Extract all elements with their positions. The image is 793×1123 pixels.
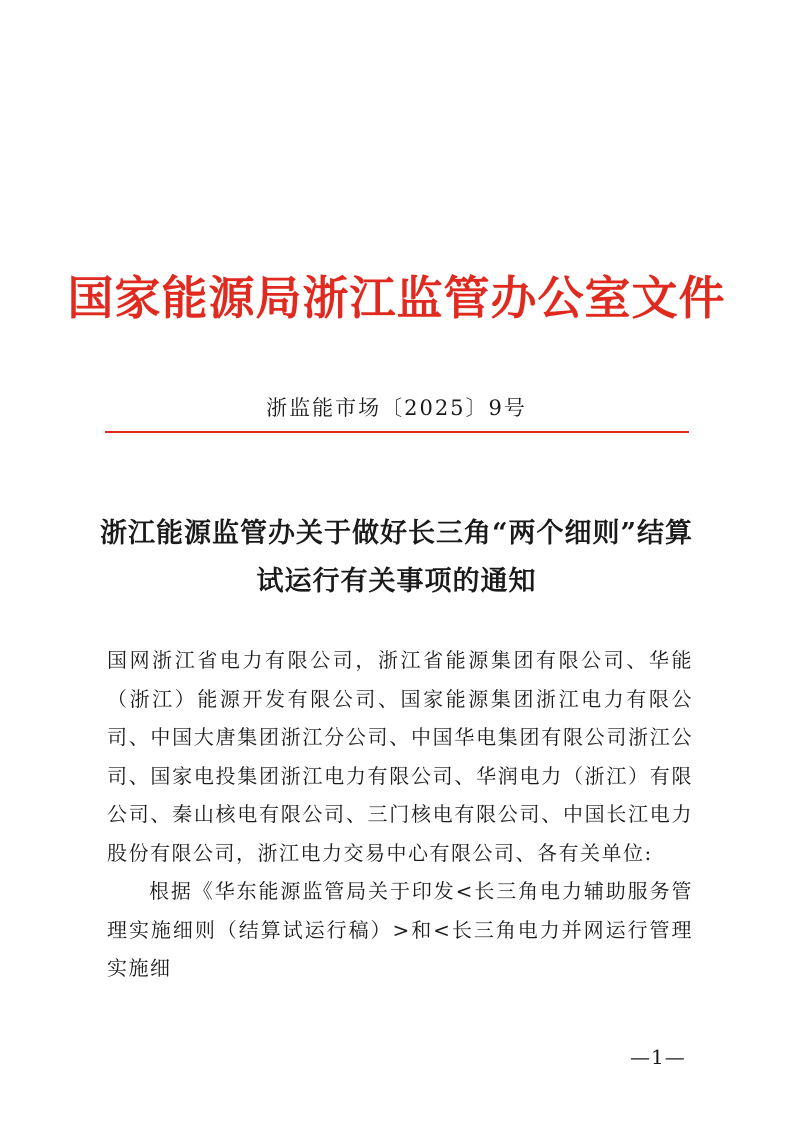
red-divider-line bbox=[105, 431, 689, 433]
document-header-title: 国家能源局浙江监管办公室文件 bbox=[67, 271, 726, 325]
document-number: 浙监能市场〔2025〕9号 bbox=[266, 396, 527, 420]
notice-body bbox=[107, 641, 693, 988]
notice-title: 浙江能源监管办关于做好长三角“两个细则”结算试运行有关事项的通知 bbox=[99, 518, 694, 597]
body-paragraph: 根据《华东能源监管局关于印发<长三角电力辅助服务管理实施细则（结算试运行稿）>和<长三角电力并网运行管理实施细 bbox=[107, 879, 693, 980]
page-number: —1— bbox=[630, 1045, 686, 1069]
recipients-paragraph: 国网浙江省电力有限公司，浙江省能源集团有限公司、华能（浙江）能源开发有限公司、国家能源集团浙江电力有限公司、中国大唐集团浙江分公司、中国华电集团有限公司浙江公司、国家电投集团浙江电力有限公司、华润电力（浙江）有限公司、秦山核电有限公司、三门核电有限公司、中国长江电力股份有限公司，浙江电力交易中心有限公司、各有关单位: bbox=[107, 648, 693, 865]
